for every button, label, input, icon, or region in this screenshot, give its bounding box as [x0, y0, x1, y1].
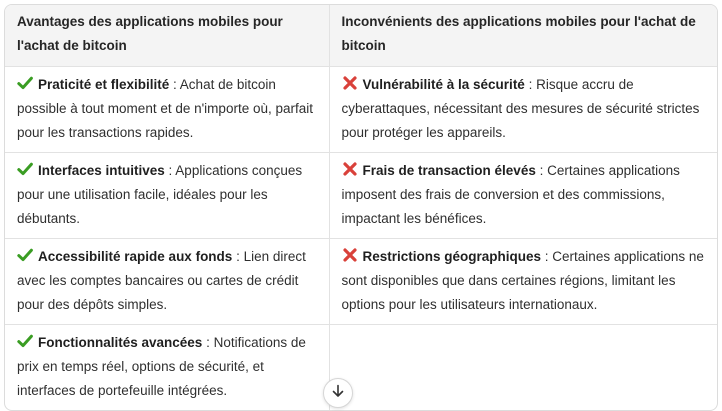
check-icon [17, 247, 33, 263]
table-row [5, 67, 717, 153]
arrow-down-icon [331, 384, 345, 403]
advantage-cell [5, 153, 329, 239]
disadvantage-title: Frais de transaction élevés [362, 163, 536, 178]
check-icon [17, 333, 33, 349]
disadvantage-cell [329, 153, 717, 239]
advantage-title: Fonctionnalités avancées [38, 335, 203, 350]
disadvantage-cell [329, 67, 717, 153]
disadvantage-text: : Certaines applications ne sont disponibles que dans certaines régions, limitant les options pour les utilisateurs internationaux. [341, 249, 704, 312]
check-icon [17, 75, 33, 91]
table-row [5, 153, 717, 239]
table-row [5, 325, 717, 411]
advantage-title: Accessibilité rapide aux fonds [38, 249, 233, 264]
header-disadvantages: Inconvénients des applications mobiles pour l'achat de bitcoin [329, 5, 717, 67]
advantage-text: : Lien direct avec les comptes bancaires ou cartes de crédit pour des dépôts simples. [17, 249, 306, 312]
advantage-title: Praticité et flexibilité [38, 77, 170, 92]
cross-icon [342, 247, 358, 263]
disadvantage-text: : Risque accru de cyberattaques, nécessitant des mesures de sécurité strictes pour protéger les appareils. [341, 77, 700, 140]
advantage-cell [5, 67, 329, 153]
advantage-title: Interfaces intuitives [38, 163, 165, 178]
disadvantage-text: : Certaines applications imposent des frais de conversion et des commissions, impactant les bénéfices. [341, 163, 680, 226]
header-advantages: Avantages des applications mobiles pour l'achat de bitcoin [5, 5, 329, 67]
check-icon [17, 161, 33, 177]
table-row [5, 239, 717, 325]
scroll-down-button[interactable] [323, 378, 353, 408]
advantage-text: : Notifications de prix en temps réel, options de sécurité, et interfaces de portefeuille intégrées. [17, 335, 306, 398]
disadvantage-cell [329, 239, 717, 325]
advantage-text: : Applications conçues pour une utilisation facile, idéales pour les débutants. [17, 163, 303, 226]
disadvantage-title: Restrictions géographiques [362, 249, 542, 264]
advantage-cell [5, 325, 329, 411]
empty-cell [329, 325, 717, 411]
table-header-row [5, 5, 717, 67]
comparison-table [5, 5, 717, 410]
advantage-text: : Achat de bitcoin possible à tout moment et de n'importe où, parfait pour les transactions rapides. [17, 77, 313, 140]
cross-icon [342, 75, 358, 91]
comparison-table-container [4, 4, 718, 411]
advantage-cell [5, 239, 329, 325]
disadvantage-title: Vulnérabilité à la sécurité [362, 77, 525, 92]
cross-icon [342, 161, 358, 177]
